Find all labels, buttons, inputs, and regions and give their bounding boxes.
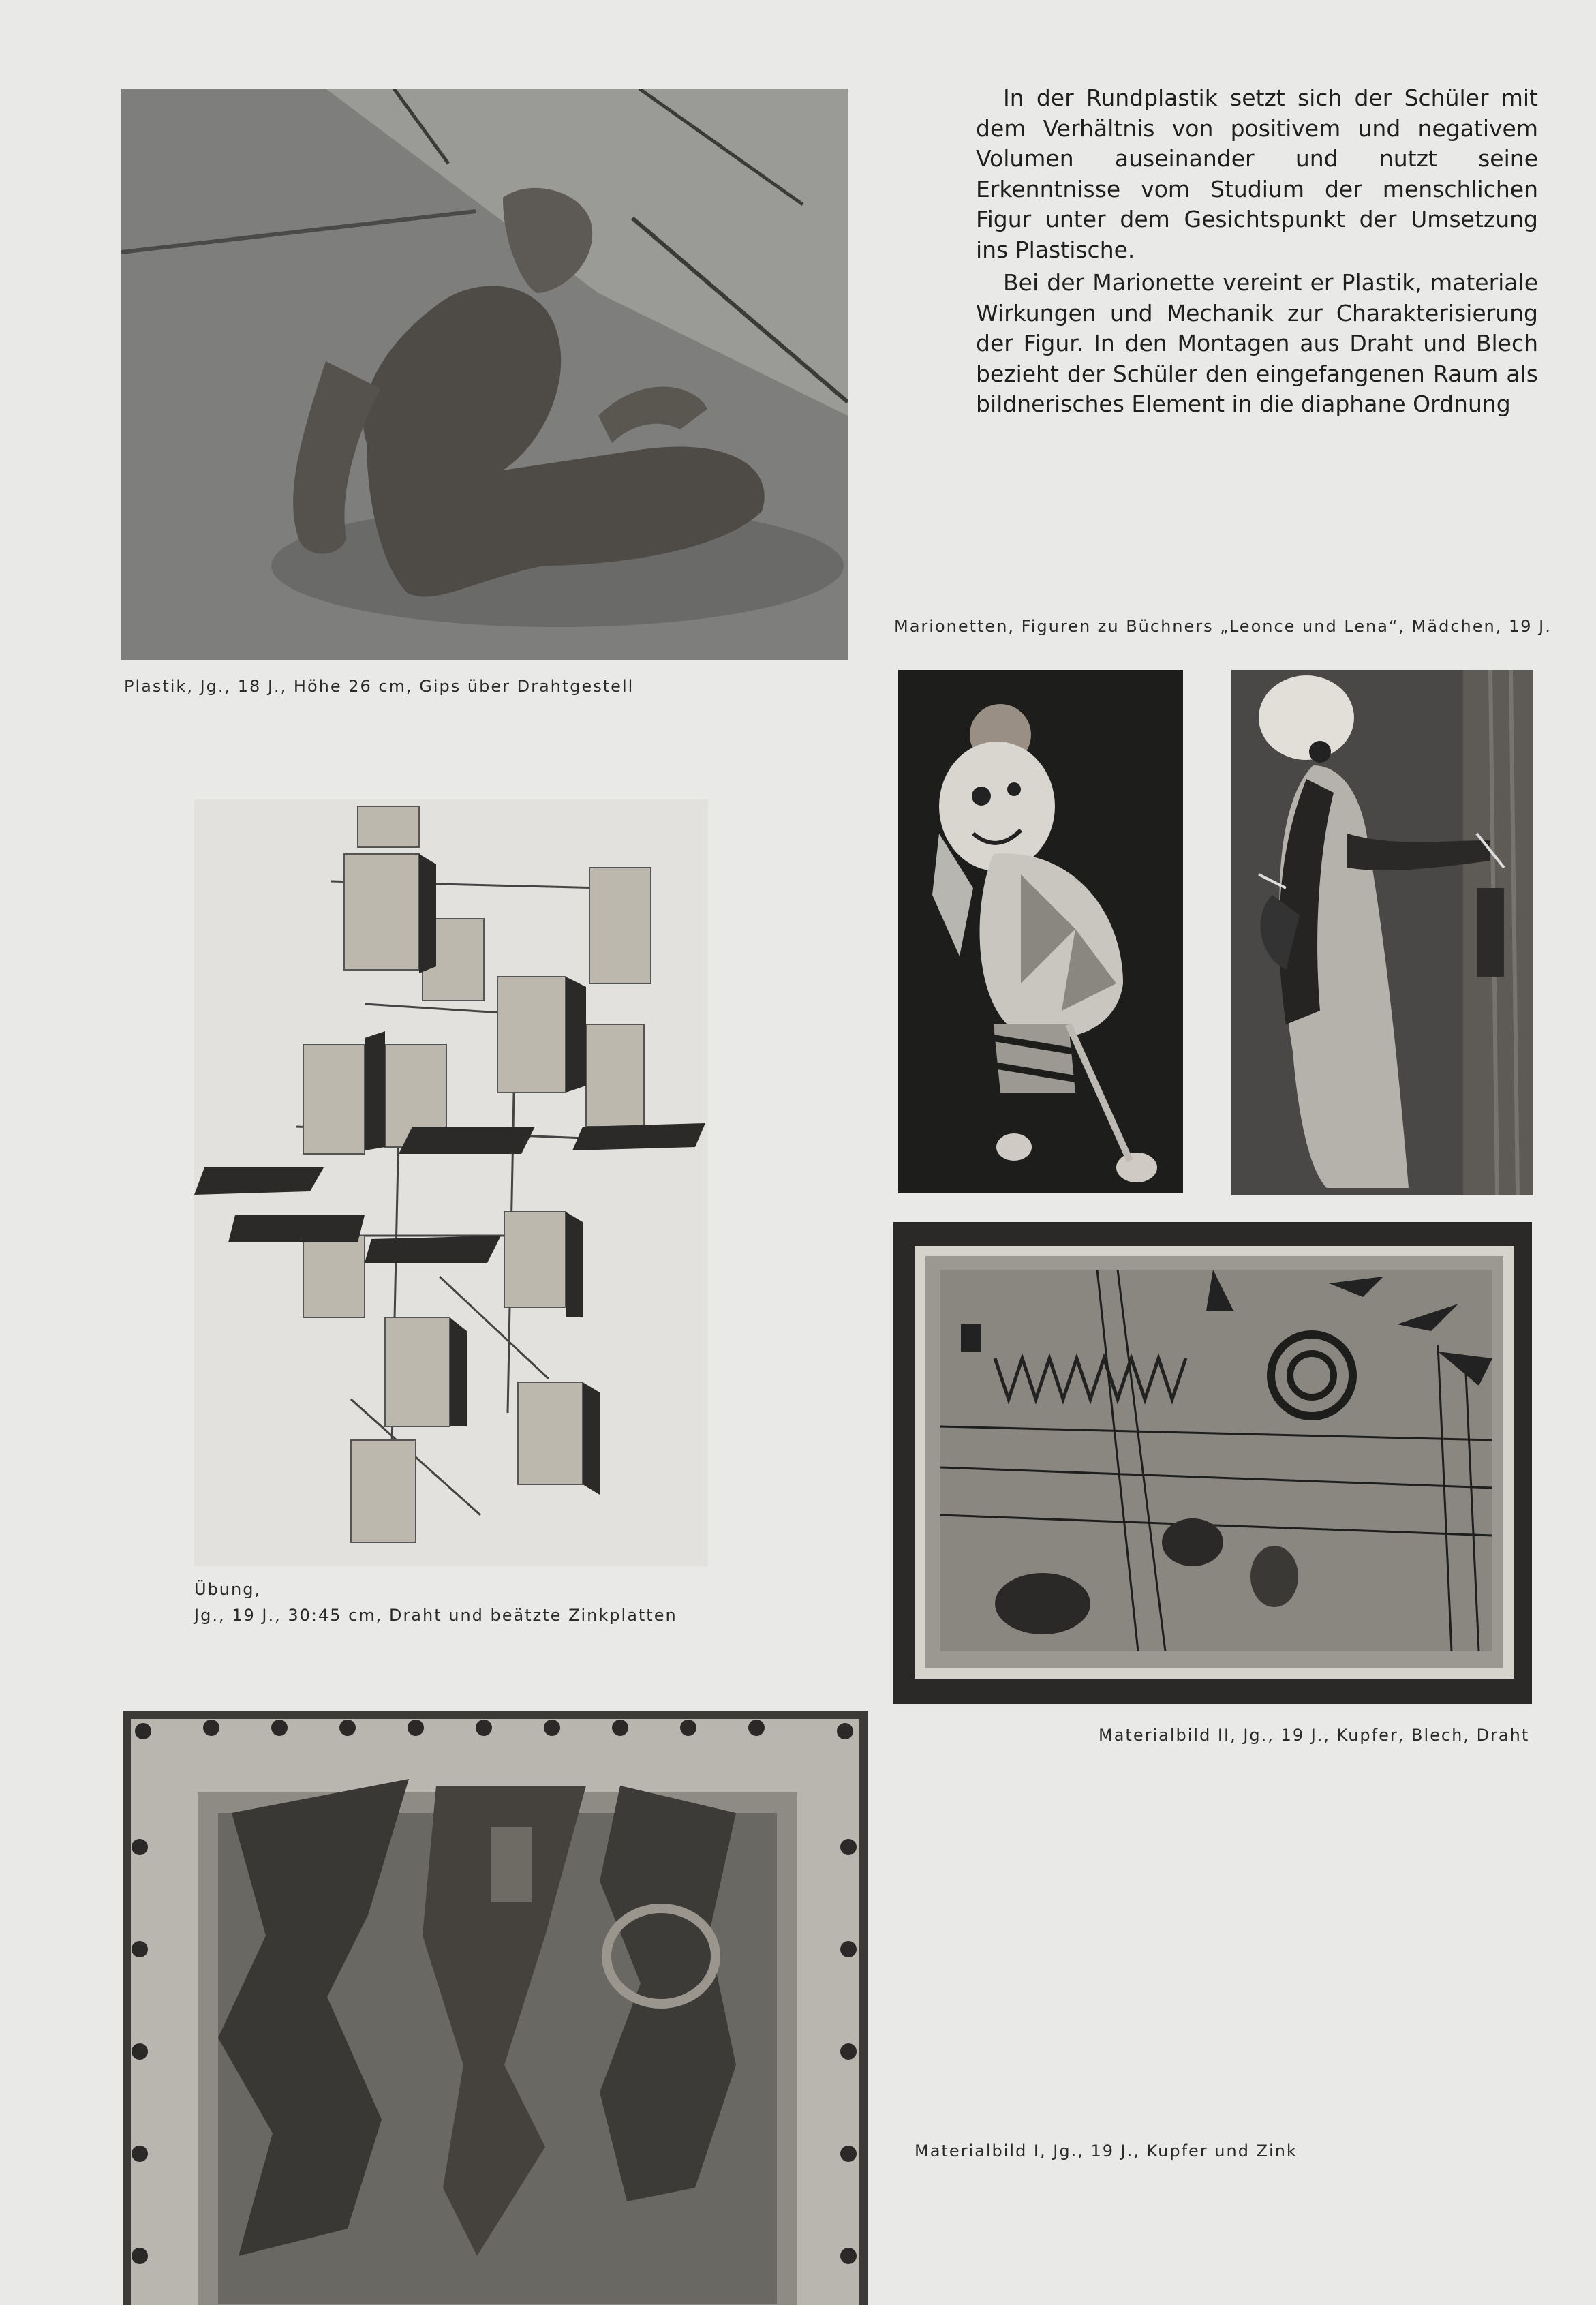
caption-marionetten: Marionetten, Figuren zu Büchners „Leonce und Lena“, Mädchen, 19 J.: [894, 617, 1552, 636]
paragraph-1: In der Rundplastik setzt sich der Schüler mit dem Verhältnis von positivem und negativem Volumen auseinander und nutzt seine Erkenntnisse vom Studium der menschlichen Figur unter dem Gesichtspunkt der Umsetzung ins Plastische.: [976, 85, 1538, 263]
caption-materialbild-1: Materialbild I, Jg., 19 J., Kupfer und Zink: [915, 2141, 1298, 2161]
photo-materialbild-2: [893, 1222, 1532, 1704]
photo-marionette-harlekin: [898, 670, 1183, 1193]
intro-text: [976, 83, 1538, 420]
caption-materialbild-2: Materialbild II, Jg., 19 J., Kupfer, Blech, Draht: [1099, 1726, 1530, 1745]
photo-marionette-maedchen: [1231, 670, 1533, 1195]
caption-plastik: Plastik, Jg., 18 J., Höhe 26 cm, Gips über Drahtgestell: [124, 677, 634, 696]
caption-uebung-1: Übung,: [194, 1580, 262, 1599]
paragraph-2: Bei der Marionette vereint er Plastik, materiale Wirkungen und Mechanik zur Charakterisierung der Figur. In den Montagen aus Draht und Blech bezieht der Schüler den eingefangenen Raum als bildnerisches Element in die diaphane Ordnung: [976, 269, 1538, 417]
photo-plastik: [121, 89, 848, 660]
photo-materialbild-1: [123, 1711, 868, 2305]
photo-uebung: [194, 799, 708, 1566]
caption-uebung-2: Jg., 19 J., 30:45 cm, Draht und beätzte Zinkplatten: [194, 1606, 677, 1625]
